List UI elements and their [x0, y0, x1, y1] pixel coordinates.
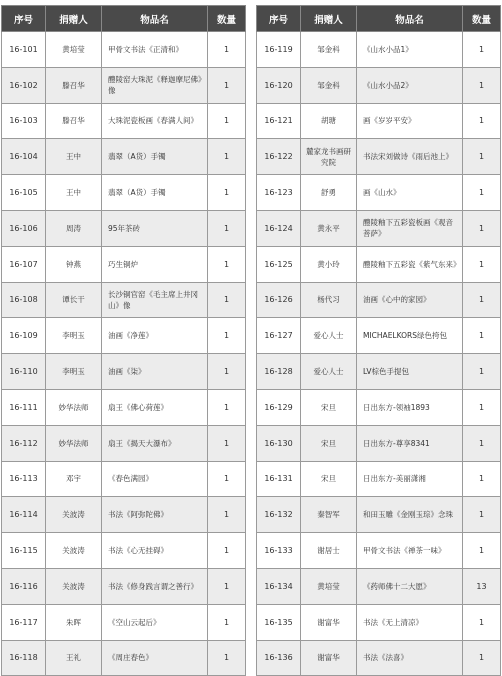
donor-cell: 宋旦 — [301, 461, 357, 497]
donor-cell: 黄永平 — [301, 210, 357, 246]
table-row — [2, 389, 246, 425]
quantity-cell: 1 — [463, 604, 501, 640]
quantity-cell: 1 — [463, 139, 501, 175]
quantity-cell: 1 — [208, 175, 246, 211]
serial-number-cell: 16-135 — [257, 604, 301, 640]
serial-number-cell: 16-112 — [2, 425, 46, 461]
table-header-row — [2, 6, 246, 32]
donor-cell: 李明玉 — [46, 354, 102, 390]
donor-cell: 钟燕 — [46, 246, 102, 282]
quantity-cell: 1 — [208, 425, 246, 461]
donor-cell: 关波涛 — [46, 497, 102, 533]
item-name-cell: 油画《心中的家园》 — [357, 282, 463, 318]
serial-number-cell: 16-117 — [2, 604, 46, 640]
table-header-row — [257, 6, 501, 32]
table-row — [257, 246, 501, 282]
quantity-cell: 1 — [208, 497, 246, 533]
table-row — [257, 389, 501, 425]
quantity-cell: 1 — [463, 282, 501, 318]
header-item-name: 物品名 — [102, 6, 208, 32]
table-row — [257, 640, 501, 676]
item-name-cell: 画《山水》 — [357, 175, 463, 211]
donor-cell: 爱心人士 — [301, 318, 357, 354]
table-row — [257, 103, 501, 139]
table-row — [2, 103, 246, 139]
header-quantity: 数量 — [208, 6, 246, 32]
donor-cell: 谢富华 — [301, 640, 357, 676]
table-body-right — [257, 32, 501, 676]
table-row — [257, 354, 501, 390]
item-name-cell: 和田玉雕《金刚玉琮》念珠 — [357, 497, 463, 533]
serial-number-cell: 16-113 — [2, 461, 46, 497]
quantity-cell: 1 — [208, 354, 246, 390]
donor-cell: 谢居士 — [301, 533, 357, 569]
item-name-cell: 扇王《佛心荷莲》 — [102, 389, 208, 425]
quantity-cell: 1 — [463, 246, 501, 282]
serial-number-cell: 16-121 — [257, 103, 301, 139]
item-name-cell: 书法《修身践言谓之善行》 — [102, 568, 208, 604]
donor-cell: 秦智军 — [301, 497, 357, 533]
donor-cell: 周涛 — [46, 210, 102, 246]
serial-number-cell: 16-119 — [257, 32, 301, 68]
table-row — [257, 461, 501, 497]
quantity-cell: 1 — [463, 318, 501, 354]
quantity-cell: 1 — [208, 604, 246, 640]
donor-cell: 王中 — [46, 139, 102, 175]
table-row — [2, 354, 246, 390]
table-row — [2, 282, 246, 318]
donor-cell: 朱晖 — [46, 604, 102, 640]
donor-cell: 关波涛 — [46, 533, 102, 569]
serial-number-cell: 16-111 — [2, 389, 46, 425]
serial-number-cell: 16-105 — [2, 175, 46, 211]
quantity-cell: 1 — [463, 32, 501, 68]
serial-number-cell: 16-110 — [2, 354, 46, 390]
quantity-cell: 1 — [208, 210, 246, 246]
quantity-cell: 1 — [208, 318, 246, 354]
serial-number-cell: 16-132 — [257, 497, 301, 533]
item-name-cell: LV棕色手提包 — [357, 354, 463, 390]
serial-number-cell: 16-114 — [2, 497, 46, 533]
donor-cell: 邓宇 — [46, 461, 102, 497]
item-name-cell: 书法《心无挂碍》 — [102, 533, 208, 569]
serial-number-cell: 16-109 — [2, 318, 46, 354]
quantity-cell: 1 — [208, 533, 246, 569]
donor-cell: 黄培莹 — [301, 568, 357, 604]
table-row — [2, 210, 246, 246]
header-donor: 捐赠人 — [301, 6, 357, 32]
table-row — [2, 175, 246, 211]
serial-number-cell: 16-115 — [2, 533, 46, 569]
header-donor: 捐赠人 — [46, 6, 102, 32]
item-name-cell: 醴陵釉下五彩瓷板画《观音菩萨》 — [357, 210, 463, 246]
item-name-cell: 翡翠（A货）手镯 — [102, 139, 208, 175]
table-row — [257, 175, 501, 211]
quantity-cell: 1 — [208, 67, 246, 103]
item-name-cell: 巧生铜炉 — [102, 246, 208, 282]
serial-number-cell: 16-136 — [257, 640, 301, 676]
item-name-cell: 日出东方-尊享8341 — [357, 425, 463, 461]
donor-cell: 妙华法师 — [46, 389, 102, 425]
serial-number-cell: 16-123 — [257, 175, 301, 211]
header-item-name: 物品名 — [357, 6, 463, 32]
item-name-cell: 《空山云起后》 — [102, 604, 208, 640]
item-name-cell: 油画《柒》 — [102, 354, 208, 390]
item-name-cell: 书法《阿弥陀佛》 — [102, 497, 208, 533]
quantity-cell: 1 — [463, 210, 501, 246]
serial-number-cell: 16-134 — [257, 568, 301, 604]
item-name-cell: 扇王《揭天大瀑布》 — [102, 425, 208, 461]
table-row — [2, 497, 246, 533]
serial-number-cell: 16-131 — [257, 461, 301, 497]
donor-cell: 滕召华 — [46, 67, 102, 103]
serial-number-cell: 16-126 — [257, 282, 301, 318]
table-row — [2, 568, 246, 604]
quantity-cell: 13 — [463, 568, 501, 604]
donor-cell: 爱心人士 — [301, 354, 357, 390]
item-name-cell: 醴陵窑大珠泥《释迦摩尼佛》像 — [102, 67, 208, 103]
serial-number-cell: 16-101 — [2, 32, 46, 68]
quantity-cell: 1 — [208, 139, 246, 175]
item-name-cell: 大珠泥瓷板画《春满人间》 — [102, 103, 208, 139]
serial-number-cell: 16-104 — [2, 139, 46, 175]
table-row — [257, 67, 501, 103]
item-name-cell: MICHAELKORS绿色挎包 — [357, 318, 463, 354]
donor-cell: 王礼 — [46, 640, 102, 676]
serial-number-cell: 16-106 — [2, 210, 46, 246]
serial-number-cell: 16-125 — [257, 246, 301, 282]
serial-number-cell: 16-116 — [2, 568, 46, 604]
item-name-cell: 长沙铜官窑《毛主席上井冈山》像 — [102, 282, 208, 318]
serial-number-cell: 16-103 — [2, 103, 46, 139]
table-row — [257, 318, 501, 354]
item-name-cell: 《周庄春色》 — [102, 640, 208, 676]
quantity-cell: 1 — [208, 246, 246, 282]
serial-number-cell: 16-128 — [257, 354, 301, 390]
item-name-cell: 甲骨文书法《正清和》 — [102, 32, 208, 68]
item-name-cell: 日出东方-美丽潇湘 — [357, 461, 463, 497]
donor-cell: 杨代习 — [301, 282, 357, 318]
table-row — [2, 604, 246, 640]
table-body-left — [2, 32, 246, 676]
donor-cell: 麓家龙书画研究院 — [301, 139, 357, 175]
table-row — [2, 318, 246, 354]
donation-table-left — [1, 5, 246, 676]
serial-number-cell: 16-127 — [257, 318, 301, 354]
item-name-cell: 95年茶砖 — [102, 210, 208, 246]
donor-cell: 宋旦 — [301, 389, 357, 425]
serial-number-cell: 16-108 — [2, 282, 46, 318]
table-row — [257, 497, 501, 533]
donor-cell: 妙华法师 — [46, 425, 102, 461]
quantity-cell: 1 — [463, 103, 501, 139]
quantity-cell: 1 — [463, 533, 501, 569]
quantity-cell: 1 — [463, 67, 501, 103]
table-row — [2, 425, 246, 461]
serial-number-cell: 16-107 — [2, 246, 46, 282]
table-row — [257, 139, 501, 175]
table-row — [2, 533, 246, 569]
serial-number-cell: 16-118 — [2, 640, 46, 676]
item-name-cell: 《春色满园》 — [102, 461, 208, 497]
donor-cell: 滕召华 — [46, 103, 102, 139]
table-row — [2, 246, 246, 282]
quantity-cell: 1 — [463, 497, 501, 533]
item-name-cell: 《山水小品1》 — [357, 32, 463, 68]
donor-cell: 舒勇 — [301, 175, 357, 211]
serial-number-cell: 16-130 — [257, 425, 301, 461]
quantity-cell: 1 — [463, 425, 501, 461]
quantity-cell: 1 — [208, 282, 246, 318]
item-name-cell: 书法《无上清凉》 — [357, 604, 463, 640]
quantity-cell: 1 — [463, 354, 501, 390]
item-name-cell: 书法《法喜》 — [357, 640, 463, 676]
table-row — [257, 282, 501, 318]
donation-table-right — [256, 5, 501, 676]
table-row — [2, 640, 246, 676]
donor-cell: 李明玉 — [46, 318, 102, 354]
serial-number-cell: 16-122 — [257, 139, 301, 175]
serial-number-cell: 16-124 — [257, 210, 301, 246]
table-row — [2, 67, 246, 103]
serial-number-cell: 16-133 — [257, 533, 301, 569]
donor-cell: 宋旦 — [301, 425, 357, 461]
item-name-cell: 翡翠（A货）手镯 — [102, 175, 208, 211]
item-name-cell: 《山水小品2》 — [357, 67, 463, 103]
item-name-cell: 甲骨文书法《禅茶一味》 — [357, 533, 463, 569]
header-quantity: 数量 — [463, 6, 501, 32]
table-row — [257, 568, 501, 604]
quantity-cell: 1 — [463, 461, 501, 497]
table-row — [257, 533, 501, 569]
item-name-cell: 日出东方-领袖1893 — [357, 389, 463, 425]
serial-number-cell: 16-120 — [257, 67, 301, 103]
table-row — [257, 604, 501, 640]
quantity-cell: 1 — [463, 175, 501, 211]
header-serial-number: 序号 — [257, 6, 301, 32]
donor-cell: 谭长干 — [46, 282, 102, 318]
table-row — [2, 32, 246, 68]
table-row — [2, 461, 246, 497]
quantity-cell: 1 — [208, 103, 246, 139]
donor-cell: 黄小玲 — [301, 246, 357, 282]
item-name-cell: 醴陵釉下五彩瓷《紫气东来》 — [357, 246, 463, 282]
header-serial-number: 序号 — [2, 6, 46, 32]
quantity-cell: 1 — [463, 389, 501, 425]
item-name-cell: 书法宋刘做诗《雨后池上》 — [357, 139, 463, 175]
quantity-cell: 1 — [208, 32, 246, 68]
donor-cell: 关波涛 — [46, 568, 102, 604]
quantity-cell: 1 — [208, 568, 246, 604]
donor-cell: 胡瑭 — [301, 103, 357, 139]
donor-cell: 谢富华 — [301, 604, 357, 640]
quantity-cell: 1 — [208, 640, 246, 676]
table-row — [2, 139, 246, 175]
quantity-cell: 1 — [208, 461, 246, 497]
quantity-cell: 1 — [463, 640, 501, 676]
quantity-cell: 1 — [208, 389, 246, 425]
item-name-cell: 画《岁岁平安》 — [357, 103, 463, 139]
serial-number-cell: 16-129 — [257, 389, 301, 425]
item-name-cell: 油画《净莲》 — [102, 318, 208, 354]
table-row — [257, 210, 501, 246]
donor-cell: 王中 — [46, 175, 102, 211]
donor-cell: 邹金科 — [301, 67, 357, 103]
item-name-cell: 《药师佛十二大愿》 — [357, 568, 463, 604]
table-row — [257, 425, 501, 461]
donor-cell: 黄培莹 — [46, 32, 102, 68]
table-row — [257, 32, 501, 68]
serial-number-cell: 16-102 — [2, 67, 46, 103]
donor-cell: 邹金科 — [301, 32, 357, 68]
